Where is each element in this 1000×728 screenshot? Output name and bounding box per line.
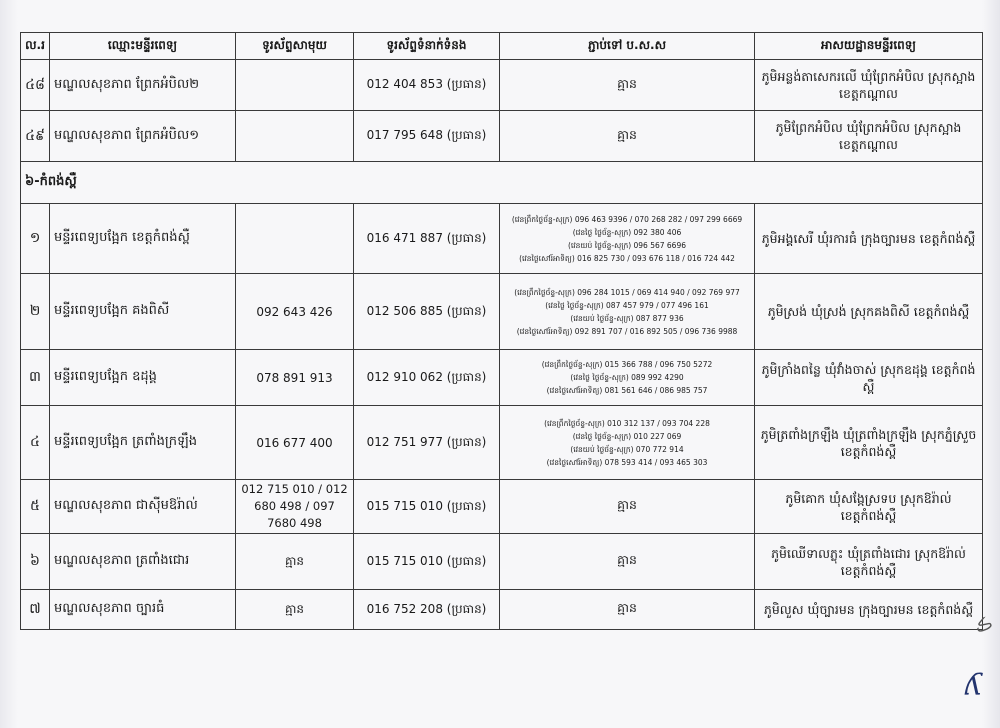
row-number: ៤ [21, 406, 50, 480]
public-phone [236, 60, 354, 111]
public-phone [236, 204, 354, 274]
shift-line: (វេនថ្ងៃ ថ្ងៃច័ន្ទ-សុក្រ) 010 227 069 [572, 431, 682, 441]
shift-line: (វេនថ្ងៃសៅរ៍អាទិត្យ) 016 825 730 / 093 676 118 / 016 724 442 [519, 253, 735, 263]
nssf-link: គ្មាន [500, 480, 755, 534]
hospital-name: មណ្ឌលសុខភាព ជាស៊ីមឱរ៉ាល់ [50, 480, 236, 534]
hospital-table [20, 32, 983, 630]
contact-phone: 017 795 648 (ប្រធាន) [354, 111, 500, 162]
row-number: ៥ [21, 480, 50, 534]
table-row [21, 480, 983, 534]
address-line: ភូមិត្រពាំងក្រឡឹង ឃុំត្រពាំងក្រឡឹង ស្រុកភ្នំស្រួច [760, 426, 977, 442]
address-line: ភូមិក្រាំងពន្លៃ ឃុំវាំងចាស់ ស្រុកឧដុង្គ ខេត្តកំពង់ស្ពឺ [761, 361, 976, 394]
contact-phone: 012 404 853 (ប្រធាន) [354, 60, 500, 111]
hospital-name: មន្ទីរពេទ្យបង្អែក គងពិសី [50, 274, 236, 350]
hospital-name: មណ្ឌលសុខភាព ព្រែកអំបិល១ [50, 111, 236, 162]
shift-line: (វេនព្រឹកថ្ងៃច័ន្ទ-សុក្រ) 096 463 9396 / 070 268 282 / 097 299 6669 [511, 214, 743, 224]
address-line: ភូមិអង្គសេរី ឃុំរការធំ ក្រុងច្បារមន ខេត្តកំពង់ស្ពឺ [761, 231, 976, 246]
row-number: ៣ [21, 350, 50, 406]
shift-line: (វេនថ្ងៃសៅរ៍អាទិត្យ) 078 593 414 / 093 465 303 [546, 457, 708, 467]
shift-line: (វេនថ្ងៃសៅរ៍អាទិត្យ) 081 561 646 / 086 985 757 [546, 386, 708, 395]
nssf-link: គ្មាន [500, 534, 755, 590]
shift-line: (វេនថ្ងៃ ថ្ងៃច័ន្ទ-សុក្រ) 089 992 4290 [570, 373, 684, 382]
hospital-address [755, 111, 983, 162]
address-line: ភូមិស្រង់ ឃុំស្រង់ ស្រុកគងពិសី ខេត្តកំពង់ស្ពឺ [767, 304, 970, 319]
hospital-address [755, 406, 983, 480]
hospital-address [755, 60, 983, 111]
contact-phone: 015 715 010 (ប្រធាន) [354, 534, 500, 590]
contact-phone: 012 910 062 (ប្រធាន) [354, 350, 500, 406]
public-phone: គ្មាន [236, 590, 354, 630]
shift-line: (វេនយប់ ថ្ងៃច័ន្ទ-សុក្រ) 070 772 914 [570, 444, 684, 454]
contact-phone: 016 471 887 (ប្រធាន) [354, 204, 500, 274]
hospital-name: មណ្ឌលសុខភាព ត្រពាំងជោរ [50, 534, 236, 590]
address-line: ខេត្តកំពង់ស្ពឺ [840, 507, 897, 523]
address-line: ភូមិព្រែកអំបិល ឃុំព្រែកអំបិល ស្រុកស្អាង [775, 120, 962, 135]
public-phone: 078 891 913 [236, 350, 354, 406]
header-public-phone: ទូរស័ព្ទសាមុយ [236, 33, 354, 60]
nssf-link: គ្មាន [500, 111, 755, 162]
row-number: ៤៨ [21, 60, 50, 111]
shift-line: (វេនព្រឹកថ្ងៃច័ន្ទ-សុក្រ) 010 312 137 / 093 704 228 [544, 418, 710, 428]
section-row [21, 162, 983, 204]
hospital-address [755, 480, 983, 534]
table-row [21, 274, 983, 350]
contact-phone: 012 751 977 (ប្រធាន) [354, 406, 500, 480]
public-phone [236, 111, 354, 162]
hospital-name: មន្ទីរពេទ្យបង្អែក ឧដុង្គ [50, 350, 236, 406]
address-line: ខេត្តកណ្ដាល [839, 137, 898, 152]
table-row [21, 111, 983, 162]
address-line: ភូមិគោក ឃុំសង្កែស្រទប ស្រុកឱរ៉ាល់ [785, 490, 952, 506]
row-number: ១ [21, 204, 50, 274]
nssf-link: គ្មាន [500, 60, 755, 111]
hospital-name: មណ្ឌលសុខភាព ព្រែកអំបិល២ [50, 60, 236, 111]
row-number: ៤៩ [21, 111, 50, 162]
table-row [21, 204, 983, 274]
address-line: ខេត្តកំពង់ស្ពឺ [840, 562, 897, 578]
address-line: ភូមិអន្លង់តាសេករលើ ឃុំព្រែកអំបិល ស្រុកស្អាង [761, 69, 976, 84]
hospital-address [755, 204, 983, 274]
hospital-name: មណ្ឌលសុខភាព ច្បារធំ [50, 590, 236, 630]
hospital-name: មន្ទីរពេទ្យបង្អែក ខេត្តកំពង់ស្ពឺ [50, 204, 236, 274]
table-row [21, 406, 983, 480]
row-number: ២ [21, 274, 50, 350]
pen-mark: ڪ [972, 612, 995, 637]
public-phone: 092 643 426 [236, 274, 354, 350]
public-phone: គ្មាន [236, 534, 354, 590]
row-number: ៦ [21, 534, 50, 590]
shift-phones [500, 350, 755, 406]
nssf-link: គ្មាន [500, 590, 755, 630]
shift-line: (វេនថ្ងៃ ថ្ងៃច័ន្ទ-សុក្រ) 087 457 979 / 077 496 161 [545, 300, 709, 310]
header-no: ល.រ [21, 33, 50, 60]
shift-phones [500, 204, 755, 274]
hospital-name: មន្ទីរពេទ្យបង្អែក ត្រពាំងក្រឡឹង [50, 406, 236, 480]
shift-phones [500, 274, 755, 350]
header-row [21, 33, 983, 60]
shift-line: (វេនយប់ ថ្ងៃច័ន្ទ-សុក្រ) 087 877 936 [570, 313, 684, 323]
public-phone: 012 715 010 / 012 680 498 / 097 7680 498 [236, 480, 354, 534]
hospital-address [755, 274, 983, 350]
hospital-address [755, 590, 983, 630]
address-line: ខេត្តកណ្ដាល [839, 86, 898, 101]
shift-line: (វេនយប់ ថ្ងៃច័ន្ទ-សុក្រ) 096 567 6696 [567, 240, 687, 250]
header-contact-phone: ទូរស័ព្ទទំនាក់ទំនង [354, 33, 500, 60]
address-line: ខេត្តកំពង់ស្ពឺ [840, 443, 897, 459]
shift-phones [500, 406, 755, 480]
address-line: ភូមិឈើទាលភ្លុះ ឃុំត្រពាំងជោរ ស្រុកឱរ៉ាល់ [771, 545, 966, 561]
table-row [21, 590, 983, 630]
address-line: ភូមិលួស ឃុំច្បារមន ក្រុងច្បារមន ខេត្តកំពង់ស្ពឺ [763, 602, 974, 617]
shift-line: (វេនថ្ងៃ ថ្ងៃច័ន្ទ-សុក្រ) 092 380 406 [572, 227, 682, 237]
header-hospital-name: ឈ្មោះមន្ទីរពេទ្យ [50, 33, 236, 60]
initial-signature: ʎ [965, 668, 982, 703]
contact-phone: 016 752 208 (ប្រធាន) [354, 590, 500, 630]
header-address: អាសយដ្ឋានមន្ទីរពេទ្យ [755, 33, 983, 60]
section-title: ៦-កំពង់ស្ពឺ [21, 162, 983, 204]
shift-line: (វេនព្រឹកថ្ងៃច័ន្ទ-សុក្រ) 015 366 788 / 096 750 5272 [541, 360, 713, 369]
contact-phone: 012 506 885 (ប្រធាន) [354, 274, 500, 350]
table-row [21, 60, 983, 111]
contact-phone: 015 715 010 (ប្រធាន) [354, 480, 500, 534]
header-nssf-link: ភ្ជាប់ទៅ ប.ស.ស [500, 33, 755, 60]
row-number: ៧ [21, 590, 50, 630]
shift-line: (វេនថ្ងៃសៅរ៍អាទិត្យ) 092 891 707 / 016 892 505 / 096 736 9988 [516, 326, 738, 336]
hospital-address [755, 350, 983, 406]
hospital-address [755, 534, 983, 590]
table-row [21, 534, 983, 590]
table-row [21, 350, 983, 406]
public-phone: 016 677 400 [236, 406, 354, 480]
shift-line: (វេនព្រឹកថ្ងៃច័ន្ទ-សុក្រ) 096 284 1015 / 069 414 940 / 092 769 977 [514, 287, 740, 297]
